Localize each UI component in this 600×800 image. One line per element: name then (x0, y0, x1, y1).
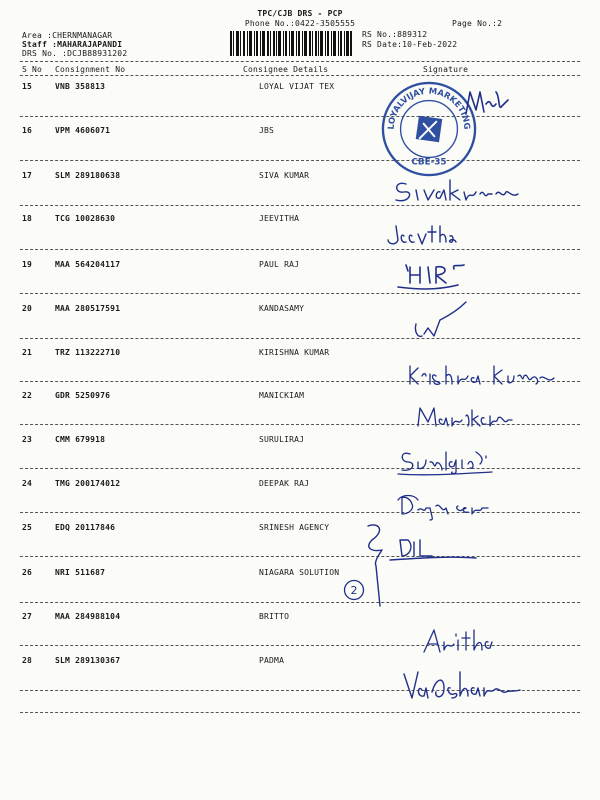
row-consignment: CMM 679918 (55, 435, 106, 444)
row-divider (20, 556, 580, 557)
barcode (230, 31, 352, 56)
row-divider (20, 249, 580, 250)
svg-text:2: 2 (350, 584, 358, 597)
row-sno: 16 (22, 126, 33, 135)
signature-row-24 (396, 492, 500, 522)
col-consignment: Consignment No (55, 65, 126, 74)
signature-row-15 (462, 86, 510, 120)
row-sno: 21 (22, 348, 33, 357)
circled-number (342, 578, 366, 602)
row-consignment: SLM 289180638 (55, 171, 121, 180)
header-rule-bottom (20, 75, 580, 76)
row-consignment: TRZ 113222710 (55, 348, 121, 357)
row-sno: 27 (22, 612, 33, 621)
row-sno: 15 (22, 82, 33, 91)
row-consignee: KIRISHNA KUMAR (259, 348, 330, 357)
row-consignment: TMG 200174012 (55, 479, 121, 488)
staff-label: Staff :MAHARAJAPANDI (22, 40, 123, 49)
col-sno: S No (22, 65, 43, 74)
rs-number: RS No.:889312 (362, 30, 428, 39)
row-consignee: SURULIRAJ (259, 435, 305, 444)
signature-row-21 (404, 362, 556, 390)
signature-row-28 (398, 666, 522, 706)
page-number: Page No.:2 (452, 19, 503, 28)
row-consignment: MAA 564204117 (55, 260, 121, 269)
row-sno: 18 (22, 214, 33, 223)
row-sno: 19 (22, 260, 33, 269)
row-consignee: JBS (259, 126, 275, 135)
stamp-logo-icon (416, 116, 443, 143)
row-sno: 25 (22, 523, 33, 532)
row-consignee: BRITTO (259, 612, 290, 621)
rs-date: RS Date:10-Feb-2022 (362, 40, 458, 49)
row-consignment: SLM 289130367 (55, 656, 121, 665)
row-consignment: VNB 358813 (55, 82, 106, 91)
row-consignment: VPM 4606071 (55, 126, 111, 135)
row-consignment: TCG 10028630 (55, 214, 116, 223)
row-consignee: PAUL RAJ (259, 260, 300, 269)
phone-number: Phone No.:0422-3505555 (244, 19, 356, 28)
signature-row-20 (410, 298, 470, 342)
header-rule-top (20, 61, 580, 62)
row-sno: 22 (22, 391, 33, 400)
row-consignee: PADMA (259, 656, 285, 665)
stamp-bottom-text: CBE-35 (411, 157, 447, 168)
row-consignee: SIVA KUMAR (259, 171, 310, 180)
signature-row-27 (420, 626, 496, 656)
col-signature: Signature (423, 65, 469, 74)
row-consignment: GDR 5250976 (55, 391, 111, 400)
row-sno: 28 (22, 656, 33, 665)
row-consignment: NRI 511687 (55, 568, 106, 577)
sheet-title: TPC/CJB DRS - PCP (257, 9, 343, 18)
row-consignment: EDQ 20117846 (55, 523, 116, 532)
signature-row-18 (384, 222, 458, 248)
row-sno: 17 (22, 171, 33, 180)
row-sno: 26 (22, 568, 33, 577)
row-consignee: NIAGARA SOLUTION (259, 568, 340, 577)
row-consignee: MANICKIAM (259, 391, 305, 400)
col-consignee: Consignee Details (243, 65, 329, 74)
row-divider (20, 293, 580, 294)
row-sno: 24 (22, 479, 33, 488)
drs-number: DRS No. :DCJB88931202 (22, 49, 128, 58)
row-divider (20, 602, 580, 603)
row-consignee: DEEPAK RAJ (259, 479, 310, 488)
signature-row-23 (396, 446, 500, 476)
stamp-outer-text: LOYALVIJAY MARKETING (385, 85, 473, 130)
row-divider (20, 160, 580, 161)
row-consignment: MAA 284988104 (55, 612, 121, 621)
row-consignee: LOYAL VIJAT TEX (259, 82, 335, 91)
row-divider (20, 712, 580, 713)
signature-row-25-26 (360, 522, 480, 612)
row-sno: 20 (22, 304, 33, 313)
signature-row-22 (412, 402, 516, 432)
area-label: Area :CHERNMANAGAR (22, 31, 113, 40)
row-divider (20, 338, 580, 339)
row-consignee: JEEVITHA (259, 214, 300, 223)
signature-row-19 (394, 261, 474, 295)
row-consignee: SRINESH AGENCY (259, 523, 330, 532)
row-sno: 23 (22, 435, 33, 444)
signature-row-17 (392, 176, 520, 206)
row-consignment: MAA 280517591 (55, 304, 121, 313)
row-consignee: KANDASAMY (259, 304, 305, 313)
row-divider (20, 645, 580, 646)
